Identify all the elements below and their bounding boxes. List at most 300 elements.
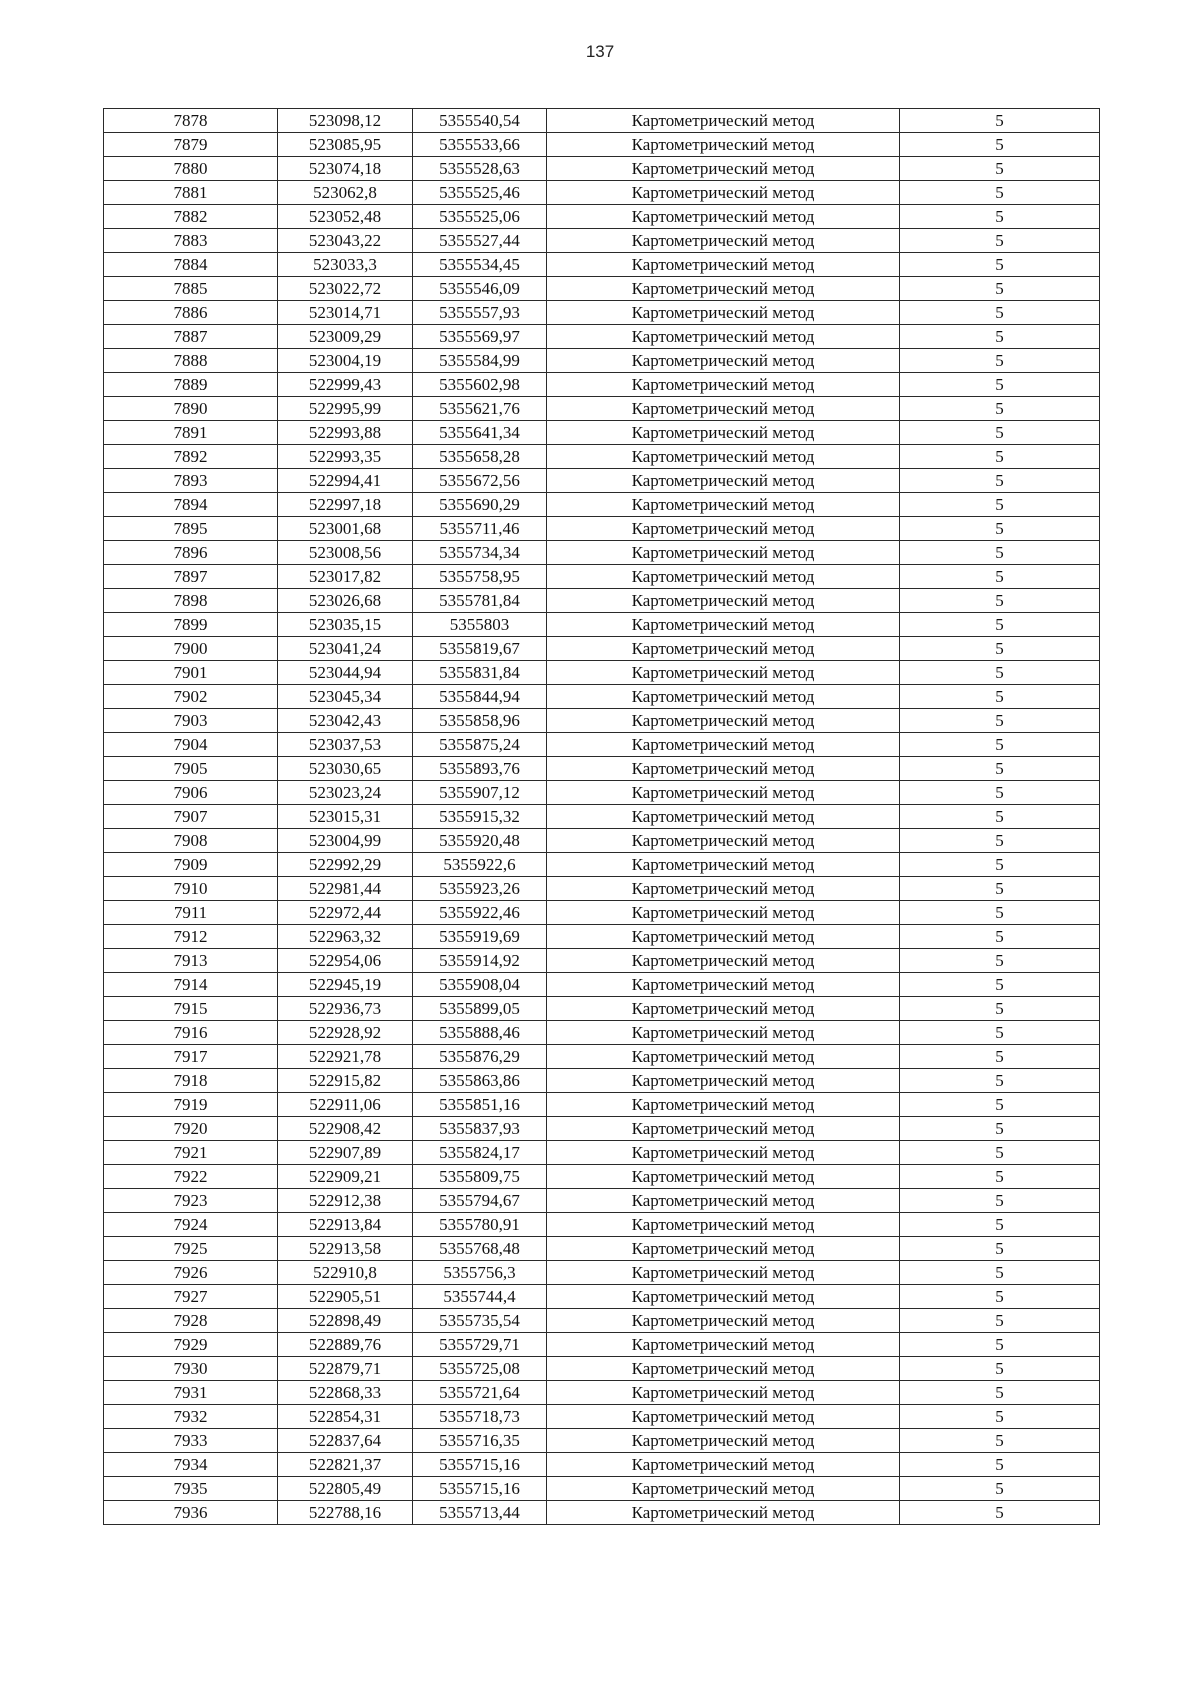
method-cell: Картометрический метод — [547, 229, 900, 253]
x-coordinate-cell: 523023,24 — [278, 781, 413, 805]
method-cell: Картометрический метод — [547, 373, 900, 397]
table-row — [104, 613, 1100, 637]
method-cell: Картометрический метод — [547, 733, 900, 757]
method-cell: Картометрический метод — [547, 1453, 900, 1477]
method-cell: Картометрический метод — [547, 349, 900, 373]
point-number-cell: 7896 — [104, 541, 278, 565]
y-coordinate-cell: 5355794,67 — [413, 1189, 547, 1213]
x-coordinate-cell: 523044,94 — [278, 661, 413, 685]
table-row — [104, 877, 1100, 901]
method-cell: Картометрический метод — [547, 1069, 900, 1093]
accuracy-cell: 5 — [900, 709, 1100, 733]
x-coordinate-cell: 522911,06 — [278, 1093, 413, 1117]
point-number-cell: 7921 — [104, 1141, 278, 1165]
y-coordinate-cell: 5355672,56 — [413, 469, 547, 493]
table-row — [104, 853, 1100, 877]
point-number-cell: 7892 — [104, 445, 278, 469]
point-number-cell: 7905 — [104, 757, 278, 781]
method-cell: Картометрический метод — [547, 877, 900, 901]
x-coordinate-cell: 522868,33 — [278, 1381, 413, 1405]
table-row — [104, 589, 1100, 613]
accuracy-cell: 5 — [900, 541, 1100, 565]
method-cell: Картометрический метод — [547, 613, 900, 637]
point-number-cell: 7898 — [104, 589, 278, 613]
method-cell: Картометрический метод — [547, 1405, 900, 1429]
y-coordinate-cell: 5355837,93 — [413, 1117, 547, 1141]
table-row — [104, 1189, 1100, 1213]
y-coordinate-cell: 5355780,91 — [413, 1213, 547, 1237]
point-number-cell: 7882 — [104, 205, 278, 229]
x-coordinate-cell: 522994,41 — [278, 469, 413, 493]
x-coordinate-cell: 522954,06 — [278, 949, 413, 973]
table-row — [104, 1477, 1100, 1501]
table-row — [104, 1045, 1100, 1069]
y-coordinate-cell: 5355923,26 — [413, 877, 547, 901]
y-coordinate-cell: 5355525,46 — [413, 181, 547, 205]
y-coordinate-cell: 5355718,73 — [413, 1405, 547, 1429]
table-row — [104, 301, 1100, 325]
method-cell: Картометрический метод — [547, 1357, 900, 1381]
accuracy-cell: 5 — [900, 349, 1100, 373]
table-row — [104, 421, 1100, 445]
method-cell: Картометрический метод — [547, 1381, 900, 1405]
accuracy-cell: 5 — [900, 613, 1100, 637]
y-coordinate-cell: 5355734,34 — [413, 541, 547, 565]
coordinates-table — [103, 108, 1100, 1525]
x-coordinate-cell: 522788,16 — [278, 1501, 413, 1525]
point-number-cell: 7902 — [104, 685, 278, 709]
accuracy-cell: 5 — [900, 877, 1100, 901]
method-cell: Картометрический метод — [547, 301, 900, 325]
table-row — [104, 157, 1100, 181]
method-cell: Картометрический метод — [547, 589, 900, 613]
x-coordinate-cell: 523062,8 — [278, 181, 413, 205]
method-cell: Картометрический метод — [547, 421, 900, 445]
method-cell: Картометрический метод — [547, 1261, 900, 1285]
x-coordinate-cell: 522972,44 — [278, 901, 413, 925]
accuracy-cell: 5 — [900, 469, 1100, 493]
method-cell: Картометрический метод — [547, 157, 900, 181]
y-coordinate-cell: 5355725,08 — [413, 1357, 547, 1381]
y-coordinate-cell: 5355888,46 — [413, 1021, 547, 1045]
y-coordinate-cell: 5355908,04 — [413, 973, 547, 997]
method-cell: Картометрический метод — [547, 757, 900, 781]
y-coordinate-cell: 5355716,35 — [413, 1429, 547, 1453]
method-cell: Картометрический метод — [547, 1117, 900, 1141]
x-coordinate-cell: 522837,64 — [278, 1429, 413, 1453]
y-coordinate-cell: 5355621,76 — [413, 397, 547, 421]
method-cell: Картометрический метод — [547, 805, 900, 829]
y-coordinate-cell: 5355844,94 — [413, 685, 547, 709]
table-row — [104, 637, 1100, 661]
x-coordinate-cell: 522854,31 — [278, 1405, 413, 1429]
method-cell: Картометрический метод — [547, 949, 900, 973]
accuracy-cell: 5 — [900, 181, 1100, 205]
x-coordinate-cell: 522992,29 — [278, 853, 413, 877]
y-coordinate-cell: 5355525,06 — [413, 205, 547, 229]
accuracy-cell: 5 — [900, 1429, 1100, 1453]
method-cell: Картометрический метод — [547, 1477, 900, 1501]
table-row — [104, 1357, 1100, 1381]
accuracy-cell: 5 — [900, 565, 1100, 589]
table-row — [104, 949, 1100, 973]
y-coordinate-cell: 5355922,46 — [413, 901, 547, 925]
y-coordinate-cell: 5355534,45 — [413, 253, 547, 277]
y-coordinate-cell: 5355863,86 — [413, 1069, 547, 1093]
accuracy-cell: 5 — [900, 733, 1100, 757]
x-coordinate-cell: 523041,24 — [278, 637, 413, 661]
table-row — [104, 325, 1100, 349]
point-number-cell: 7891 — [104, 421, 278, 445]
x-coordinate-cell: 522999,43 — [278, 373, 413, 397]
point-number-cell: 7901 — [104, 661, 278, 685]
table-row — [104, 997, 1100, 1021]
x-coordinate-cell: 522821,37 — [278, 1453, 413, 1477]
point-number-cell: 7919 — [104, 1093, 278, 1117]
y-coordinate-cell: 5355893,76 — [413, 757, 547, 781]
x-coordinate-cell: 522995,99 — [278, 397, 413, 421]
method-cell: Картометрический метод — [547, 205, 900, 229]
accuracy-cell: 5 — [900, 1453, 1100, 1477]
table-row — [104, 541, 1100, 565]
table-row — [104, 1309, 1100, 1333]
point-number-cell: 7897 — [104, 565, 278, 589]
accuracy-cell: 5 — [900, 253, 1100, 277]
x-coordinate-cell: 523009,29 — [278, 325, 413, 349]
table-row — [104, 445, 1100, 469]
table-row — [104, 493, 1100, 517]
point-number-cell: 7881 — [104, 181, 278, 205]
point-number-cell: 7935 — [104, 1477, 278, 1501]
table-row — [104, 253, 1100, 277]
table-row — [104, 733, 1100, 757]
point-number-cell: 7923 — [104, 1189, 278, 1213]
table-row — [104, 661, 1100, 685]
y-coordinate-cell: 5355899,05 — [413, 997, 547, 1021]
table-row — [104, 925, 1100, 949]
y-coordinate-cell: 5355824,17 — [413, 1141, 547, 1165]
accuracy-cell: 5 — [900, 373, 1100, 397]
accuracy-cell: 5 — [900, 109, 1100, 133]
y-coordinate-cell: 5355690,29 — [413, 493, 547, 517]
point-number-cell: 7885 — [104, 277, 278, 301]
x-coordinate-cell: 523033,3 — [278, 253, 413, 277]
y-coordinate-cell: 5355715,16 — [413, 1453, 547, 1477]
method-cell: Картометрический метод — [547, 565, 900, 589]
x-coordinate-cell: 522913,84 — [278, 1213, 413, 1237]
x-coordinate-cell: 522915,82 — [278, 1069, 413, 1093]
point-number-cell: 7883 — [104, 229, 278, 253]
method-cell: Картометрический метод — [547, 685, 900, 709]
accuracy-cell: 5 — [900, 1045, 1100, 1069]
accuracy-cell: 5 — [900, 277, 1100, 301]
point-number-cell: 7907 — [104, 805, 278, 829]
point-number-cell: 7936 — [104, 1501, 278, 1525]
page-number: 137 — [585, 42, 615, 61]
y-coordinate-cell: 5355819,67 — [413, 637, 547, 661]
accuracy-cell: 5 — [900, 1357, 1100, 1381]
table-row — [104, 277, 1100, 301]
x-coordinate-cell: 523045,34 — [278, 685, 413, 709]
accuracy-cell: 5 — [900, 445, 1100, 469]
accuracy-cell: 5 — [900, 829, 1100, 853]
table-row — [104, 829, 1100, 853]
accuracy-cell: 5 — [900, 973, 1100, 997]
y-coordinate-cell: 5355540,54 — [413, 109, 547, 133]
method-cell: Картометрический метод — [547, 997, 900, 1021]
method-cell: Картометрический метод — [547, 1501, 900, 1525]
accuracy-cell: 5 — [900, 637, 1100, 661]
accuracy-cell: 5 — [900, 1261, 1100, 1285]
y-coordinate-cell: 5355768,48 — [413, 1237, 547, 1261]
y-coordinate-cell: 5355876,29 — [413, 1045, 547, 1069]
point-number-cell: 7906 — [104, 781, 278, 805]
accuracy-cell: 5 — [900, 1405, 1100, 1429]
table-row — [104, 1405, 1100, 1429]
accuracy-cell: 5 — [900, 1309, 1100, 1333]
method-cell: Картометрический метод — [547, 973, 900, 997]
y-coordinate-cell: 5355729,71 — [413, 1333, 547, 1357]
accuracy-cell: 5 — [900, 757, 1100, 781]
point-number-cell: 7884 — [104, 253, 278, 277]
point-number-cell: 7929 — [104, 1333, 278, 1357]
method-cell: Картометрический метод — [547, 469, 900, 493]
accuracy-cell: 5 — [900, 1189, 1100, 1213]
method-cell: Картометрический метод — [547, 853, 900, 877]
table-row — [104, 1141, 1100, 1165]
y-coordinate-cell: 5355713,44 — [413, 1501, 547, 1525]
x-coordinate-cell: 522945,19 — [278, 973, 413, 997]
table-row — [104, 901, 1100, 925]
accuracy-cell: 5 — [900, 1477, 1100, 1501]
point-number-cell: 7917 — [104, 1045, 278, 1069]
accuracy-cell: 5 — [900, 661, 1100, 685]
method-cell: Картометрический метод — [547, 1309, 900, 1333]
x-coordinate-cell: 523004,19 — [278, 349, 413, 373]
accuracy-cell: 5 — [900, 157, 1100, 181]
y-coordinate-cell: 5355735,54 — [413, 1309, 547, 1333]
method-cell: Картометрический метод — [547, 1429, 900, 1453]
y-coordinate-cell: 5355875,24 — [413, 733, 547, 757]
table-row — [104, 1429, 1100, 1453]
accuracy-cell: 5 — [900, 421, 1100, 445]
table-row — [104, 1069, 1100, 1093]
table-row — [104, 469, 1100, 493]
x-coordinate-cell: 523001,68 — [278, 517, 413, 541]
method-cell: Картометрический метод — [547, 109, 900, 133]
table-row — [104, 805, 1100, 829]
table-row — [104, 1117, 1100, 1141]
table-row — [104, 709, 1100, 733]
y-coordinate-cell: 5355569,97 — [413, 325, 547, 349]
y-coordinate-cell: 5355715,16 — [413, 1477, 547, 1501]
method-cell: Картометрический метод — [547, 1333, 900, 1357]
method-cell: Картометрический метод — [547, 181, 900, 205]
x-coordinate-cell: 522997,18 — [278, 493, 413, 517]
point-number-cell: 7931 — [104, 1381, 278, 1405]
accuracy-cell: 5 — [900, 685, 1100, 709]
method-cell: Картометрический метод — [547, 901, 900, 925]
point-number-cell: 7911 — [104, 901, 278, 925]
table-row — [104, 1333, 1100, 1357]
point-number-cell: 7893 — [104, 469, 278, 493]
accuracy-cell: 5 — [900, 901, 1100, 925]
y-coordinate-cell: 5355915,32 — [413, 805, 547, 829]
method-cell: Картометрический метод — [547, 253, 900, 277]
point-number-cell: 7926 — [104, 1261, 278, 1285]
accuracy-cell: 5 — [900, 997, 1100, 1021]
point-number-cell: 7890 — [104, 397, 278, 421]
point-number-cell: 7903 — [104, 709, 278, 733]
point-number-cell: 7908 — [104, 829, 278, 853]
method-cell: Картометрический метод — [547, 1285, 900, 1309]
y-coordinate-cell: 5355711,46 — [413, 517, 547, 541]
accuracy-cell: 5 — [900, 949, 1100, 973]
accuracy-cell: 5 — [900, 229, 1100, 253]
table-row — [104, 397, 1100, 421]
y-coordinate-cell: 5355758,95 — [413, 565, 547, 589]
y-coordinate-cell: 5355602,98 — [413, 373, 547, 397]
point-number-cell: 7914 — [104, 973, 278, 997]
x-coordinate-cell: 522905,51 — [278, 1285, 413, 1309]
x-coordinate-cell: 523022,72 — [278, 277, 413, 301]
table-row — [104, 133, 1100, 157]
point-number-cell: 7879 — [104, 133, 278, 157]
point-number-cell: 7895 — [104, 517, 278, 541]
y-coordinate-cell: 5355744,4 — [413, 1285, 547, 1309]
x-coordinate-cell: 522912,38 — [278, 1189, 413, 1213]
accuracy-cell: 5 — [900, 517, 1100, 541]
y-coordinate-cell: 5355641,34 — [413, 421, 547, 445]
x-coordinate-cell: 523042,43 — [278, 709, 413, 733]
x-coordinate-cell: 522889,76 — [278, 1333, 413, 1357]
x-coordinate-cell: 523098,12 — [278, 109, 413, 133]
point-number-cell: 7918 — [104, 1069, 278, 1093]
point-number-cell: 7880 — [104, 157, 278, 181]
x-coordinate-cell: 523074,18 — [278, 157, 413, 181]
accuracy-cell: 5 — [900, 805, 1100, 829]
y-coordinate-cell: 5355546,09 — [413, 277, 547, 301]
method-cell: Картометрический метод — [547, 445, 900, 469]
x-coordinate-cell: 523037,53 — [278, 733, 413, 757]
y-coordinate-cell: 5355533,66 — [413, 133, 547, 157]
x-coordinate-cell: 522879,71 — [278, 1357, 413, 1381]
point-number-cell: 7915 — [104, 997, 278, 1021]
point-number-cell: 7912 — [104, 925, 278, 949]
accuracy-cell: 5 — [900, 1237, 1100, 1261]
accuracy-cell: 5 — [900, 301, 1100, 325]
method-cell: Картометрический метод — [547, 1045, 900, 1069]
point-number-cell: 7922 — [104, 1165, 278, 1189]
point-number-cell: 7928 — [104, 1309, 278, 1333]
point-number-cell: 7925 — [104, 1237, 278, 1261]
point-number-cell: 7932 — [104, 1405, 278, 1429]
x-coordinate-cell: 522928,92 — [278, 1021, 413, 1045]
table-row — [104, 757, 1100, 781]
x-coordinate-cell: 522898,49 — [278, 1309, 413, 1333]
accuracy-cell: 5 — [900, 1213, 1100, 1237]
table-row — [104, 373, 1100, 397]
y-coordinate-cell: 5355584,99 — [413, 349, 547, 373]
method-cell: Картометрический метод — [547, 661, 900, 685]
point-number-cell: 7878 — [104, 109, 278, 133]
table-row — [104, 205, 1100, 229]
point-number-cell: 7913 — [104, 949, 278, 973]
y-coordinate-cell: 5355756,3 — [413, 1261, 547, 1285]
accuracy-cell: 5 — [900, 1021, 1100, 1045]
point-number-cell: 7899 — [104, 613, 278, 637]
method-cell: Картометрический метод — [547, 1189, 900, 1213]
x-coordinate-cell: 522936,73 — [278, 997, 413, 1021]
x-coordinate-cell: 522910,8 — [278, 1261, 413, 1285]
table-row — [104, 517, 1100, 541]
x-coordinate-cell: 522907,89 — [278, 1141, 413, 1165]
x-coordinate-cell: 522909,21 — [278, 1165, 413, 1189]
x-coordinate-cell: 522993,35 — [278, 445, 413, 469]
y-coordinate-cell: 5355922,6 — [413, 853, 547, 877]
x-coordinate-cell: 522993,88 — [278, 421, 413, 445]
y-coordinate-cell: 5355831,84 — [413, 661, 547, 685]
method-cell: Картометрический метод — [547, 1093, 900, 1117]
y-coordinate-cell: 5355557,93 — [413, 301, 547, 325]
point-number-cell: 7933 — [104, 1429, 278, 1453]
point-number-cell: 7924 — [104, 1213, 278, 1237]
method-cell: Картометрический метод — [547, 133, 900, 157]
x-coordinate-cell: 523085,95 — [278, 133, 413, 157]
y-coordinate-cell: 5355851,16 — [413, 1093, 547, 1117]
point-number-cell: 7934 — [104, 1453, 278, 1477]
point-number-cell: 7887 — [104, 325, 278, 349]
method-cell: Картометрический метод — [547, 1237, 900, 1261]
point-number-cell: 7900 — [104, 637, 278, 661]
table-row — [104, 1501, 1100, 1525]
accuracy-cell: 5 — [900, 1501, 1100, 1525]
y-coordinate-cell: 5355721,64 — [413, 1381, 547, 1405]
table-row — [104, 349, 1100, 373]
y-coordinate-cell: 5355527,44 — [413, 229, 547, 253]
method-cell: Картометрический метод — [547, 925, 900, 949]
point-number-cell: 7910 — [104, 877, 278, 901]
method-cell: Картометрический метод — [547, 277, 900, 301]
y-coordinate-cell: 5355528,63 — [413, 157, 547, 181]
point-number-cell: 7920 — [104, 1117, 278, 1141]
point-number-cell: 7909 — [104, 853, 278, 877]
accuracy-cell: 5 — [900, 589, 1100, 613]
table-row — [104, 781, 1100, 805]
y-coordinate-cell: 5355781,84 — [413, 589, 547, 613]
accuracy-cell: 5 — [900, 1069, 1100, 1093]
x-coordinate-cell: 523017,82 — [278, 565, 413, 589]
table-row — [104, 685, 1100, 709]
table-row — [104, 1237, 1100, 1261]
accuracy-cell: 5 — [900, 1117, 1100, 1141]
coordinates-table-body — [104, 109, 1100, 1525]
x-coordinate-cell: 522805,49 — [278, 1477, 413, 1501]
accuracy-cell: 5 — [900, 853, 1100, 877]
method-cell: Картометрический метод — [547, 829, 900, 853]
method-cell: Картометрический метод — [547, 1141, 900, 1165]
x-coordinate-cell: 523043,22 — [278, 229, 413, 253]
point-number-cell: 7904 — [104, 733, 278, 757]
x-coordinate-cell: 522921,78 — [278, 1045, 413, 1069]
table-row — [104, 1261, 1100, 1285]
x-coordinate-cell: 523014,71 — [278, 301, 413, 325]
accuracy-cell: 5 — [900, 1333, 1100, 1357]
method-cell: Картометрический метод — [547, 541, 900, 565]
method-cell: Картометрический метод — [547, 1165, 900, 1189]
accuracy-cell: 5 — [900, 1093, 1100, 1117]
table-row — [104, 1021, 1100, 1045]
